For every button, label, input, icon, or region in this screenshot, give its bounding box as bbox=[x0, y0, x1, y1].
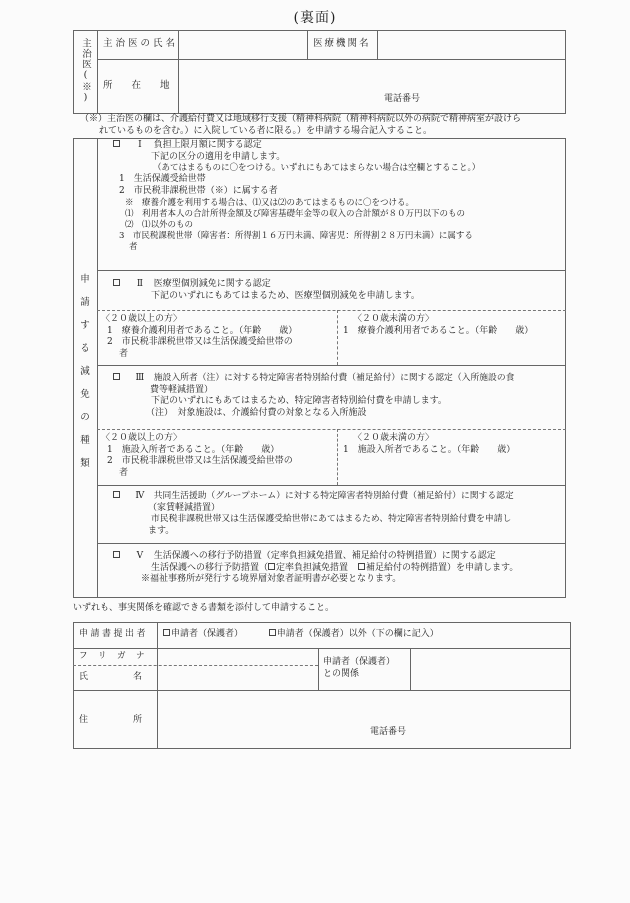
section-3-minor: 〈２０歳未満の方〉 1 施設入所者であること。（年齢 歳） bbox=[343, 433, 516, 455]
section-5: Ⅴ 生活保護への移行予防措置（定率負担減免措置、補足給付の特例措置）に関する認定 生活保護への移行予防措置（ 定率負担減免措置 補足給付の特例措置）を申請します。 ※福祉事務所が発行する境界層対象者証明書が必要となります。 bbox=[113, 551, 565, 586]
section-4-numeral: Ⅳ bbox=[135, 491, 145, 501]
reduction-side-label: 申 請 す る 減 免 の 種 類 bbox=[80, 274, 90, 469]
furigana-field[interactable] bbox=[158, 649, 317, 664]
name-field[interactable] bbox=[158, 666, 317, 689]
section-1-sub-2: ⑵ ⑴以外のもの bbox=[125, 219, 194, 230]
submitter-label: 申請書提出者 bbox=[79, 629, 149, 639]
section-1-numeral: Ⅰ bbox=[138, 140, 142, 150]
section-5-note: ※福祉事務所が発行する境界層対象者証明書が必要となります。 bbox=[141, 574, 402, 585]
section-2-adult: 〈２０歳以上の方〉 1 療養介護利用者であること。（年齢 歳） 2 市民税非課税世帯又は生活保護受給世帯の 者 bbox=[101, 314, 298, 360]
page-title: (裏面) bbox=[293, 10, 337, 26]
section-3-heading: 施設入所者（注）に対する特定障害者特別給付費（補足給付）に関する認定（入所施設の食 bbox=[153, 373, 515, 383]
section-1-item-1: 1 生活保護受給世帯 bbox=[119, 174, 206, 185]
relation-field[interactable] bbox=[411, 649, 570, 689]
supplementary-benefit-checkbox[interactable] bbox=[358, 563, 365, 570]
name-label: 氏 名 bbox=[79, 672, 143, 682]
address-field[interactable] bbox=[158, 691, 570, 748]
section-2-numeral: Ⅱ bbox=[136, 279, 143, 289]
doctor-name-label: 主治医の氏名 bbox=[103, 38, 179, 49]
phone-label: 電話番号 bbox=[370, 727, 407, 737]
section-5-heading: 生活保護への移行予防措置（定率負担減免措置、補足給付の特例措置）に関する認定 bbox=[153, 551, 496, 561]
relation-label: 申請者（保護者） との関係 bbox=[323, 657, 396, 679]
section-3-checkbox[interactable] bbox=[113, 373, 120, 380]
supplementary-benefit-label: 補足給付の特例措置 bbox=[366, 562, 448, 573]
submitter-options bbox=[163, 629, 439, 641]
section-5-checkbox[interactable] bbox=[113, 551, 120, 558]
institution-label: 医療機関名 bbox=[313, 38, 371, 49]
section-4-checkbox[interactable] bbox=[113, 491, 120, 498]
section-1-heading: 負担上限月額に関する認定 bbox=[153, 140, 262, 150]
submitter-applicant-checkbox[interactable] bbox=[163, 629, 170, 636]
doctor-address-label: 所 在 地 bbox=[103, 80, 170, 91]
section-3: Ⅲ 施設入所者（注）に対する特定障害者特別給付費（補足給付）に関する認定（入所施設の食 費等軽減措置） 下記のいずれにもあてはまるため、特定障害者特別給付費を申請します。 （注） 対象施設は、介護給付費の対象となる入所施設 bbox=[113, 373, 565, 420]
section-1-note: ※ 療養介護を利用する場合は、⑴又は⑵のあてはまるものに〇をつける。 bbox=[125, 197, 415, 208]
fixed-rate-reduction-label: 定率負担減免措置 bbox=[276, 562, 349, 573]
doctor-note-line1: （※）主治医の欄は、介護給付費又は地域移行支援（精神科病院（精神科病院以外の病院で精神病室が設けら bbox=[80, 114, 522, 124]
doctor-name-field[interactable] bbox=[179, 31, 306, 58]
section-1-sub-1: ⑴ 利用者本人の合計所得金額及び障害基礎年金等の収入の合計額が８０万円以下のもの bbox=[125, 208, 466, 219]
section-1: Ⅰ 負担上限月額に関する認定 下記の区分の適用を申請します。 （あてはまるものに〇をつける。いずれにもあてはまらない場合は空欄とすること。） 1 生活保護受給世帯 2 市民税非課税世帯（※）に属する者 ※ 療養介護を利用する場合は、⑴又は⑵のあてはまるものに〇をつける。 ⑴ 利用者本人の合計所得金額及び障害基礎年金等の収入の合計額が８０万円以下のもの ⑵ ⑴以外のもの 3 市民税課税世帯（障害者：所得割１６万円未満、障害児：所得割２８万円未満）に属する 者 bbox=[113, 140, 563, 253]
address-label: 住 所 bbox=[79, 715, 143, 725]
section-3-note: （注） 対象施設は、介護給付費の対象となる入所施設 bbox=[146, 408, 367, 419]
section-2: Ⅱ 医療型個別減免に関する認定 下記のいずれにもあてはまるため、医療型個別減免を申請します。 bbox=[113, 279, 563, 302]
fixed-rate-reduction-checkbox[interactable] bbox=[268, 563, 275, 570]
attachment-note: いずれも、事実関係を確認できる書類を添付して申請すること。 bbox=[73, 603, 335, 613]
section-1-checkbox[interactable] bbox=[113, 140, 120, 147]
submitter-applicant-label: 申請者（保護者） bbox=[171, 629, 244, 639]
doctor-phone-label: 電話番号 bbox=[384, 94, 421, 104]
section-1-item-2: 2 市民税非課税世帯（※）に属する者 bbox=[119, 186, 278, 197]
furigana-label: フ リ ガ ナ bbox=[79, 651, 146, 661]
institution-field[interactable] bbox=[378, 31, 565, 58]
section-3-adult: 〈２０歳以上の方〉 1 施設入所者であること。（年齢 歳） 2 市民税非課税世帯又は生活保護受給世帯の 者 bbox=[101, 433, 293, 479]
section-3-numeral: Ⅲ bbox=[135, 373, 145, 383]
doctor-side-label: 主治医(※) bbox=[80, 38, 91, 104]
section-1-item-3: 3 市民税課税世帯（障害者：所得割１６万円未満、障害児：所得割２８万円未満）に属する bbox=[119, 230, 473, 241]
section-4: Ⅳ 共同生活援助（グループホーム）に対する特定障害者特別給付費（補足給付）に関する認定 （家賃軽減措置） 市民税非課税世帯又は生活保護受給世帯にあてはまるため、特定障害者特別給付費を申請し ます。 bbox=[113, 491, 565, 537]
section-2-checkbox[interactable] bbox=[113, 279, 120, 286]
section-2-minor: 〈２０歳未満の方〉 1 療養介護利用者であること。（年齢 歳） bbox=[343, 314, 534, 336]
submitter-other-checkbox[interactable] bbox=[269, 629, 276, 636]
doctor-note-line2: れているものを含む。）に入院している者に限る。）を申請する場合記入すること。 bbox=[99, 126, 433, 136]
section-2-heading: 医療型個別減免に関する認定 bbox=[153, 279, 271, 289]
doctor-address-field[interactable] bbox=[179, 60, 565, 113]
section-4-heading: 共同生活援助（グループホーム）に対する特定障害者特別給付費（補足給付）に関する認定 bbox=[153, 491, 514, 501]
section-5-numeral: Ⅴ bbox=[136, 551, 144, 561]
submitter-other-label: 申請者（保護者）以外（下の欄に記入） bbox=[276, 629, 439, 639]
